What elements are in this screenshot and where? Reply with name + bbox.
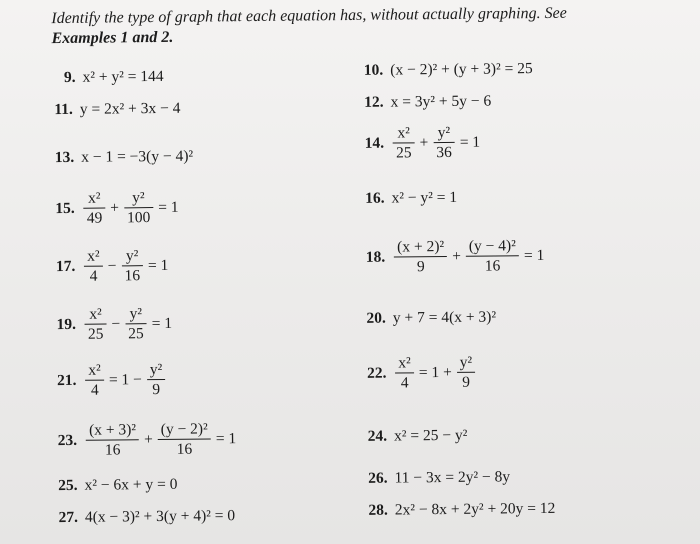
equation: y + 7 = 4(x + 3)²	[392, 308, 497, 327]
problem-number: 26.	[368, 469, 388, 487]
middle-term: = 1 +	[418, 363, 452, 381]
denominator: 9	[152, 380, 161, 399]
fraction-2	[457, 353, 476, 392]
numerator: x²	[85, 305, 107, 325]
problem-number: 27.	[58, 508, 79, 527]
problem-14	[364, 123, 483, 163]
denominator: 16	[484, 257, 501, 275]
problem-9	[64, 68, 164, 87]
operator: +	[143, 430, 153, 448]
right-side: = 1	[459, 133, 481, 151]
equation: (x − 2)² + (y + 3)² = 25	[390, 60, 533, 79]
fraction-2	[125, 304, 147, 343]
denominator: 4	[89, 267, 98, 285]
problem-number: 12.	[364, 93, 384, 111]
problem-27	[58, 507, 235, 527]
numerator: (y − 2)²	[158, 419, 211, 440]
fraction-2	[158, 419, 211, 459]
instructions	[51, 2, 691, 49]
problem-21	[57, 360, 168, 400]
problem-number: 25.	[58, 476, 78, 495]
fraction-1	[86, 420, 139, 460]
problem-number: 19.	[56, 315, 76, 333]
denominator: 16	[104, 441, 121, 459]
equation: 2x² − 8x + 2y² + 20y = 12	[394, 499, 556, 519]
numerator: y²	[147, 360, 166, 380]
denominator: 16	[124, 267, 141, 285]
fraction-2	[121, 246, 143, 285]
numerator: y²	[124, 188, 153, 208]
operator: −	[111, 314, 121, 333]
denominator: 25	[128, 325, 144, 343]
problem-number: 15.	[55, 199, 75, 217]
fraction-2	[466, 236, 519, 276]
numerator: (x + 3)²	[86, 420, 139, 441]
equation: x² + y² = 144	[82, 67, 164, 86]
equation: x = 3y² + 5y − 6	[390, 92, 492, 111]
fraction-2	[147, 360, 166, 399]
fraction-1	[83, 189, 105, 228]
numerator: y²	[433, 123, 455, 143]
numerator: x²	[84, 247, 103, 267]
equation: 4(x − 3)² + 3(y + 4)² = 0	[84, 507, 236, 526]
instructions-line-2: Examples 1 and 2.	[51, 28, 174, 48]
fraction-1	[394, 237, 447, 277]
numerator: x²	[395, 353, 414, 373]
middle-term: = 1 −	[108, 370, 142, 389]
denominator: 25	[87, 325, 104, 343]
numerator: x²	[83, 189, 105, 209]
problem-28	[368, 500, 555, 520]
problem-number: 28.	[368, 501, 388, 519]
problem-number: 21.	[57, 371, 77, 389]
numerator: x²	[85, 361, 104, 381]
right-side: = 1	[523, 246, 545, 264]
denominator: 100	[126, 209, 151, 227]
problem-number: 18.	[365, 248, 386, 266]
right-side: = 1	[158, 198, 179, 216]
problem-11	[54, 100, 180, 119]
fraction-2	[124, 188, 154, 227]
problem-10	[364, 60, 533, 80]
numerator: x²	[393, 123, 415, 143]
problem-24	[368, 427, 468, 446]
denominator: 25	[396, 144, 412, 162]
problem-23	[58, 419, 240, 460]
denominator: 9	[416, 258, 425, 276]
equation: x − 1 = −3(y − 4)²	[81, 147, 194, 166]
denominator: 36	[436, 143, 452, 162]
numerator: (y − 4)²	[466, 236, 519, 257]
problem-15	[55, 188, 182, 228]
problem-number: 22.	[366, 364, 387, 382]
numerator: y²	[457, 353, 476, 373]
equation: x² = 25 − y²	[394, 426, 468, 445]
denominator: 16	[176, 440, 193, 458]
fraction-1	[85, 361, 104, 400]
problem-number: 16.	[365, 189, 385, 207]
operator: +	[452, 247, 462, 265]
operator: −	[107, 256, 117, 275]
problem-13	[55, 148, 193, 167]
denominator: 9	[462, 373, 471, 391]
problem-number: 9.	[63, 68, 76, 86]
problem-12	[364, 93, 491, 112]
numerator: y²	[125, 304, 147, 324]
problem-22	[367, 353, 478, 393]
equation: x² − 6x + y = 0	[84, 475, 178, 494]
fraction-1	[395, 353, 414, 392]
denominator: 4	[400, 374, 409, 392]
operator: +	[110, 198, 120, 217]
problem-19	[56, 304, 175, 344]
problem-17	[56, 246, 172, 286]
problem-20	[366, 308, 496, 327]
problem-25	[58, 476, 177, 495]
problem-number: 11.	[54, 100, 73, 119]
fraction-1	[393, 123, 415, 162]
problem-16	[365, 189, 457, 208]
problem-number: 13.	[54, 148, 75, 167]
equation: 11 − 3x = 2y² − 8y	[394, 468, 511, 487]
denominator: 49	[86, 209, 103, 227]
operator: +	[419, 133, 429, 151]
problem-number: 10.	[363, 61, 384, 79]
problem-18	[366, 236, 548, 277]
fraction-2	[433, 123, 455, 162]
problem-number: 20.	[366, 309, 386, 327]
fraction-1	[84, 247, 103, 286]
instructions-line-1: Identify the type of graph that each equation has, without actually graphing. See	[51, 4, 567, 28]
problem-number: 23.	[57, 431, 78, 449]
problem-26	[368, 468, 510, 487]
problem-number: 17.	[55, 257, 76, 275]
problem-number: 14.	[364, 134, 385, 152]
right-side: = 1	[215, 429, 237, 447]
numerator: y²	[121, 246, 143, 266]
fraction-1	[85, 305, 107, 344]
numerator: (x + 2)²	[394, 237, 447, 258]
equation: x² − y² = 1	[391, 188, 458, 207]
denominator: 4	[90, 381, 99, 399]
problem-number: 24.	[367, 427, 388, 445]
equation: y = 2x² + 3x − 4	[79, 99, 181, 118]
right-side: = 1	[147, 256, 169, 274]
right-side: = 1	[151, 314, 173, 332]
